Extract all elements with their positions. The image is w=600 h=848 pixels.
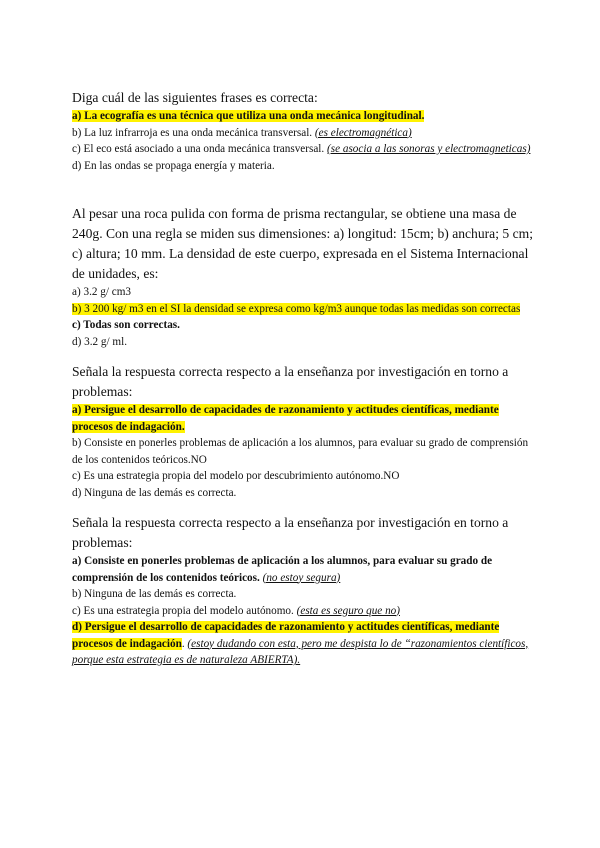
highlight: a) La ecografía es una técnica que utiliza una onda mecánica longitudinal. [72, 110, 425, 122]
question-4 [72, 513, 534, 669]
question-1-option-b [72, 125, 534, 142]
option-text: a) Consiste en ponerles problemas de aplicación a los alumnos, para evaluar su grado de comprensión de los contenidos teóricos. [72, 555, 493, 584]
highlight: b) 3 200 kg/ m3 en el SI la densidad se expresa como kg/m3 aunque todas las medidas son correctas [72, 302, 521, 315]
annotation-note: (esta es seguro que no) [296, 604, 400, 617]
question-3-option-d: d) Ninguna de las demás es correcta. [72, 486, 237, 499]
question-2-option-a: a) 3.2 g/ cm3 [72, 286, 132, 298]
question-3-option-c: c) Es una estrategia propia del modelo por descubrimiento autónomo.NO [72, 470, 400, 482]
annotation-note: (se asocia a las sonoras y electromagneticas) [327, 143, 531, 155]
question-4-option-d [72, 619, 534, 669]
annotation-note: (no estoy segura) [262, 571, 341, 584]
annotation-note: (estoy dudando con esta, pero me despista lo de “razonamientos científicos, porque esta estrategia es de naturaleza ABIERTA). [72, 637, 529, 666]
question-4-option-a [72, 553, 534, 586]
question-4-text: Señala la respuesta correcta respecto a la enseñanza por investigación en torno a problemas: [72, 515, 509, 550]
question-3-option-b: b) Consiste en ponerles problemas de aplicación a los alumnos, para evaluar su grado de comprensión de los contenidos teóricos.NO [72, 437, 529, 466]
option-text: c) Es una estrategia propia del modelo autónomo. [72, 604, 297, 617]
option-punctuation: . [181, 637, 188, 650]
question-2-text: Al pesar una roca pulida con forma de prisma rectangular, se obtiene una masa de 240g. Con una regla se miden sus dimensiones: a) longitud: 15cm; b) anchura; 5 cm; c) altura; 10 mm. La densidad de este cuerpo, expresada en el Sistema Internacional de unidades, es: [72, 206, 533, 281]
question-1-text: Diga cuál de las siguientes frases es correcta: [72, 90, 318, 105]
question-4-option-c [72, 603, 534, 620]
question-4-option-b: b) Ninguna de las demás es correcta. [72, 588, 237, 600]
option-text: c) El eco está asociado a una onda mecánica transversal. [72, 143, 328, 155]
question-1-option-a [72, 108, 534, 125]
option-text: b) La luz infrarroja es una onda mecánica transversal. [72, 126, 315, 139]
highlight: a) Persigue el desarrollo de capacidades de razonamiento y actitudes científicas, mediante procesos de indagación. [72, 404, 499, 433]
question-3-option-a [72, 402, 534, 435]
highlight: d) Persigue el desarrollo de capacidades de razonamiento y actitudes científicas, mediante procesos de indagación [72, 621, 500, 650]
document-page [72, 88, 534, 669]
question-3-text: Señala la respuesta correcta respecto a la enseñanza por investigación en torno a problemas: [72, 364, 509, 399]
question-2-option-d: d) 3.2 g/ ml. [72, 335, 128, 348]
question-2-option-c: c) Todas son correctas. [72, 319, 180, 331]
annotation-note: (es electromagnética) [314, 126, 412, 139]
question-3 [72, 362, 534, 501]
question-2-option-b [72, 301, 534, 318]
question-1 [72, 88, 534, 174]
question-1-option-c [72, 141, 534, 158]
question-2 [72, 204, 534, 350]
question-1-option-d: d) En las ondas se propaga energía y materia. [72, 159, 275, 172]
